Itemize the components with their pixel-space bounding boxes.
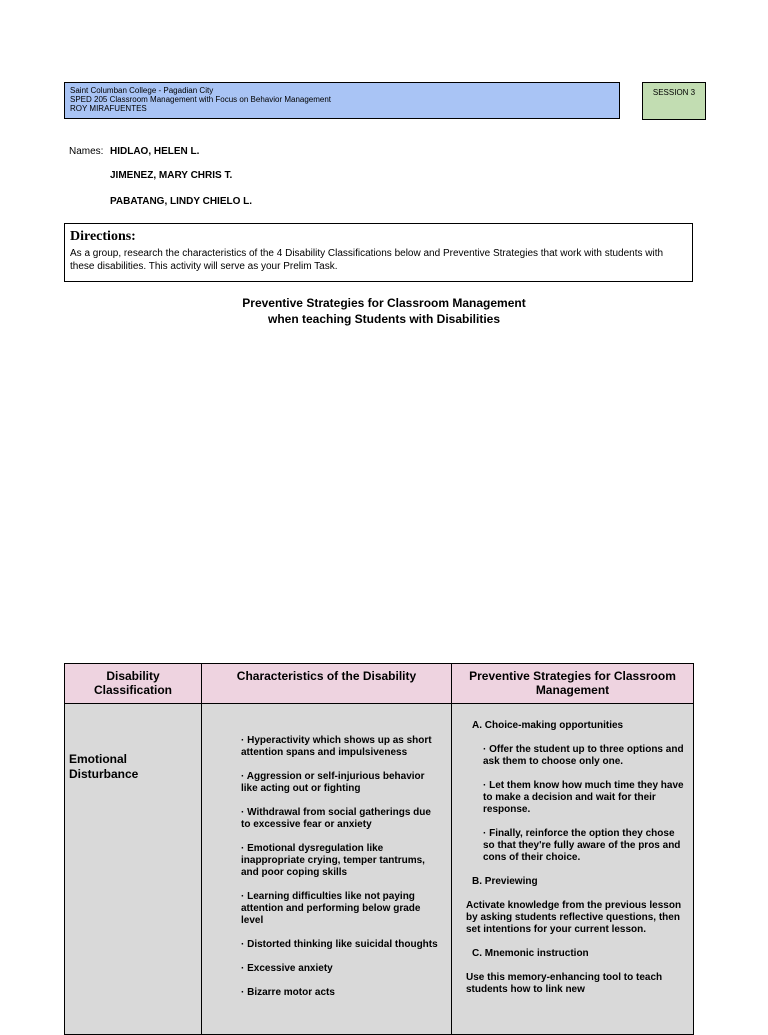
student-name: HIDLAO, HELEN L. xyxy=(110,146,200,157)
student-name: PABATANG, LINDY CHIELO L. xyxy=(110,196,253,207)
strategy-paragraph: Use this memory-enhancing tool to teach students how to link new xyxy=(466,972,663,995)
strategy-heading: A. Choice-making opportunities xyxy=(472,720,624,731)
course-title: SPED 205 Classroom Management with Focus on Behavior Management xyxy=(70,95,332,104)
characteristic-item: · Withdrawal from social gatherings due to excessive fear or anxiety xyxy=(241,807,431,830)
directions-text: As a group, research the characteristics of the 4 Disability Classifications below and Preventive Strategies that work with students with these disabilities. This activity will serve as your Prelim Task. xyxy=(70,248,664,272)
characteristic-item: · Bizarre motor acts xyxy=(241,987,335,998)
strategy-item: · Let them know how much time they have to make a decision and wait for their response. xyxy=(483,780,684,815)
strategy-item: · Offer the student up to three options and ask them to choose only one. xyxy=(483,744,684,767)
session-badge xyxy=(642,82,706,120)
document-title xyxy=(64,295,704,327)
strategy-item: · Finally, reinforce the option they chose so that they're fully aware of the pros and cons of their choice. xyxy=(483,828,681,863)
characteristic-item: · Hyperactivity which shows up as short attention spans and impulsiveness xyxy=(241,735,432,758)
characteristic-item: · Learning difficulties like not paying attention and performing below grade level xyxy=(241,891,421,926)
names-label-text: Names: xyxy=(69,146,104,157)
header-strategies: Preventive Strategies for Classroom Management xyxy=(452,664,694,704)
directions-box xyxy=(64,223,693,282)
table-row xyxy=(65,704,694,1035)
strategy-paragraph: Activate knowledge from the previous lesson by asking students reflective questions, then set intentions for your current lesson. xyxy=(466,900,682,935)
school-name: Saint Columban College - Pagadian City xyxy=(70,86,214,95)
classification-cell xyxy=(65,704,202,1035)
strategy-heading: B. Previewing xyxy=(472,876,538,887)
strategies-table xyxy=(64,663,694,1035)
instructor-name: ROY MIRAFUENTES xyxy=(70,104,147,113)
session-label: SESSION 3 xyxy=(652,88,696,97)
table-header-row xyxy=(65,664,694,704)
characteristics-cell xyxy=(202,704,452,1035)
directions-title: Directions: xyxy=(70,229,136,244)
strategy-heading: C. Mnemonic instruction xyxy=(472,948,589,959)
document-title-line2: when teaching Students with Disabilities xyxy=(267,312,501,326)
classification-name: Emotional Disturbance xyxy=(69,752,139,781)
header-characteristics: Characteristics of the Disability xyxy=(202,664,452,704)
student-name: JIMENEZ, MARY CHRIS T. xyxy=(110,170,233,181)
names-label xyxy=(69,146,103,157)
strategies-cell xyxy=(452,704,694,1035)
characteristic-item: · Emotional dysregulation like inappropriate crying, temper tantrums, and poor coping skills xyxy=(241,843,425,878)
document-title-line1: Preventive Strategies for Classroom Management xyxy=(242,296,526,310)
course-header xyxy=(64,82,620,119)
characteristic-item: · Aggression or self-injurious behavior like acting out or fighting xyxy=(241,771,425,794)
header-classification: Disability Classification xyxy=(65,664,202,704)
characteristic-item: · Excessive anxiety xyxy=(241,963,333,974)
characteristic-item: · Distorted thinking like suicidal thoughts xyxy=(241,939,438,950)
